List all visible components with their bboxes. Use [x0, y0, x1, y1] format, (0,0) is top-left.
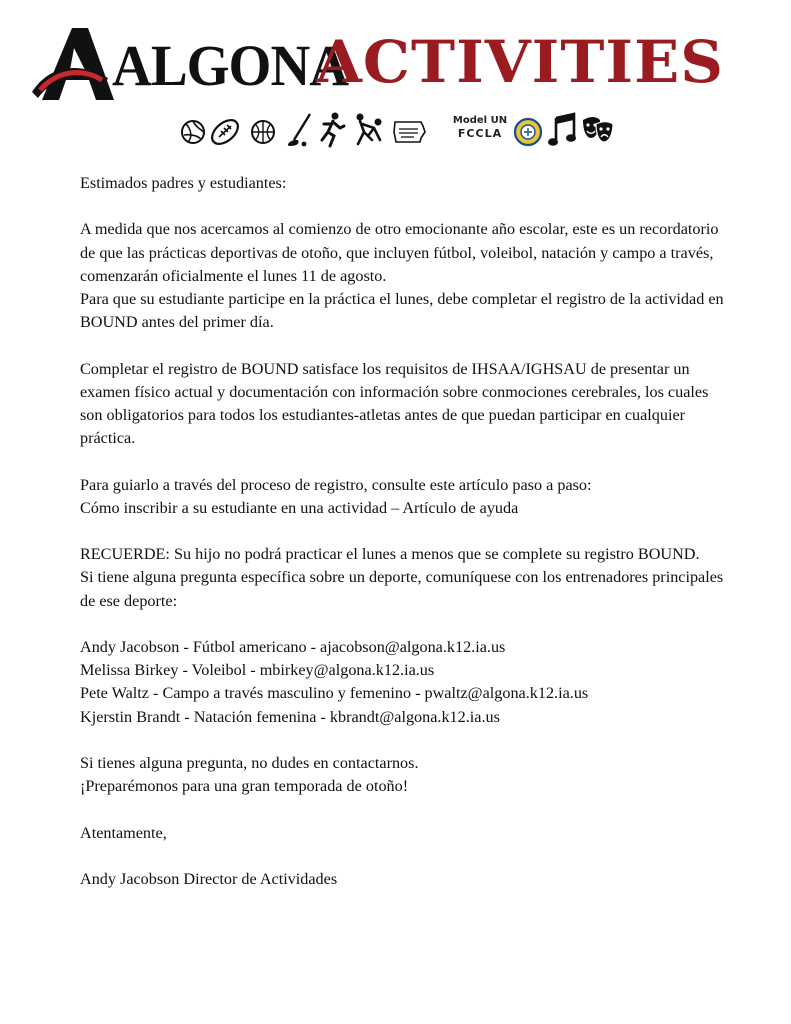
- greeting: Estimados padres y estudiantes:: [80, 174, 287, 192]
- model-un-fccla-label: [452, 114, 508, 141]
- closing-season: ¡Preparémonos para una gran temporada de otoño!: [80, 777, 409, 796]
- music-note-icon: [546, 110, 578, 150]
- paragraph-reminder: RECUERDE: Su hijo no podrá practicar el lunes a menos que se complete su registro BOUND.: [80, 545, 700, 564]
- paragraph-contact-coaches: Si tiene alguna pregunta específica sobre un deporte, comuníquese con los entrenadores principales de ese deporte:: [80, 568, 724, 610]
- closing-questions: Si tienes alguna pregunta, no dudes en contactarnos.: [80, 753, 419, 772]
- coach-line: Kjerstin Brandt - Natación femenina - kbrandt@algona.k12.ia.us: [80, 707, 500, 726]
- signoff: Atentamente,: [80, 823, 167, 842]
- paragraph-guide: Para guiarlo a través del proceso de registro, consulte este artículo paso a paso:: [80, 475, 592, 494]
- paragraph-intro: A medida que nos acercamos al comienzo de otro emocionante año escolar, este es un recordatorio de que las prácticas deportivas de otoño, que incluyen fútbol, voleibol, natación y campo a través, comenzarán oficialmente el lunes 11 de agosto.: [80, 220, 719, 285]
- coach-line: Pete Waltz - Campo a través masculino y femenino - pwaltz@algona.k12.ia.us: [80, 684, 589, 703]
- paragraph-bound-requirement: Para que su estudiante participe en la práctica el lunes, debe completar el registro de la actividad en BOUND antes del primer día.: [80, 290, 724, 332]
- basketball-icon: [248, 110, 280, 150]
- brand-activities: ACTIVITIES: [316, 28, 724, 96]
- iowa-state-icon: [392, 110, 428, 150]
- football-icon: [208, 110, 242, 150]
- wrestling-icon: [352, 110, 388, 150]
- signature: Andy Jacobson Director de Actividades: [80, 869, 338, 888]
- model-un-text: Model UN: [452, 115, 508, 126]
- ffa-emblem-icon: [512, 110, 544, 150]
- activity-icons-row: [178, 110, 618, 154]
- coach-line: Andy Jacobson - Fútbol americano - ajacobson@algona.k12.ia.us: [80, 637, 506, 656]
- help-article-link[interactable]: Cómo inscribir a su estudiante en una actividad – Artículo de ayuda: [80, 498, 519, 517]
- runner-icon: [316, 110, 348, 150]
- coach-line: Melissa Birkey - Voleibol - mbirkey@algona.k12.ia.us: [80, 661, 435, 680]
- paragraph-ihsaa: Completar el registro de BOUND satisface los requisitos de IHSAA/IGHSAU de presentar un examen físico actual y documentación con información sobre conmociones cerebrales, los cuales son obligatorios para todos los estudiantes-atletas antes de que puedan participar en cualquier práctica.: [80, 359, 709, 448]
- letter-body: [80, 172, 730, 891]
- letterhead: [0, 0, 791, 160]
- fccla-text: FCCLA: [457, 127, 503, 140]
- volleyball-icon: [178, 110, 210, 150]
- theater-masks-icon: [580, 110, 616, 150]
- brand-algona: ALGONA: [112, 33, 349, 98]
- algona-a-logo-icon: [30, 26, 120, 102]
- golf-icon: [282, 110, 314, 150]
